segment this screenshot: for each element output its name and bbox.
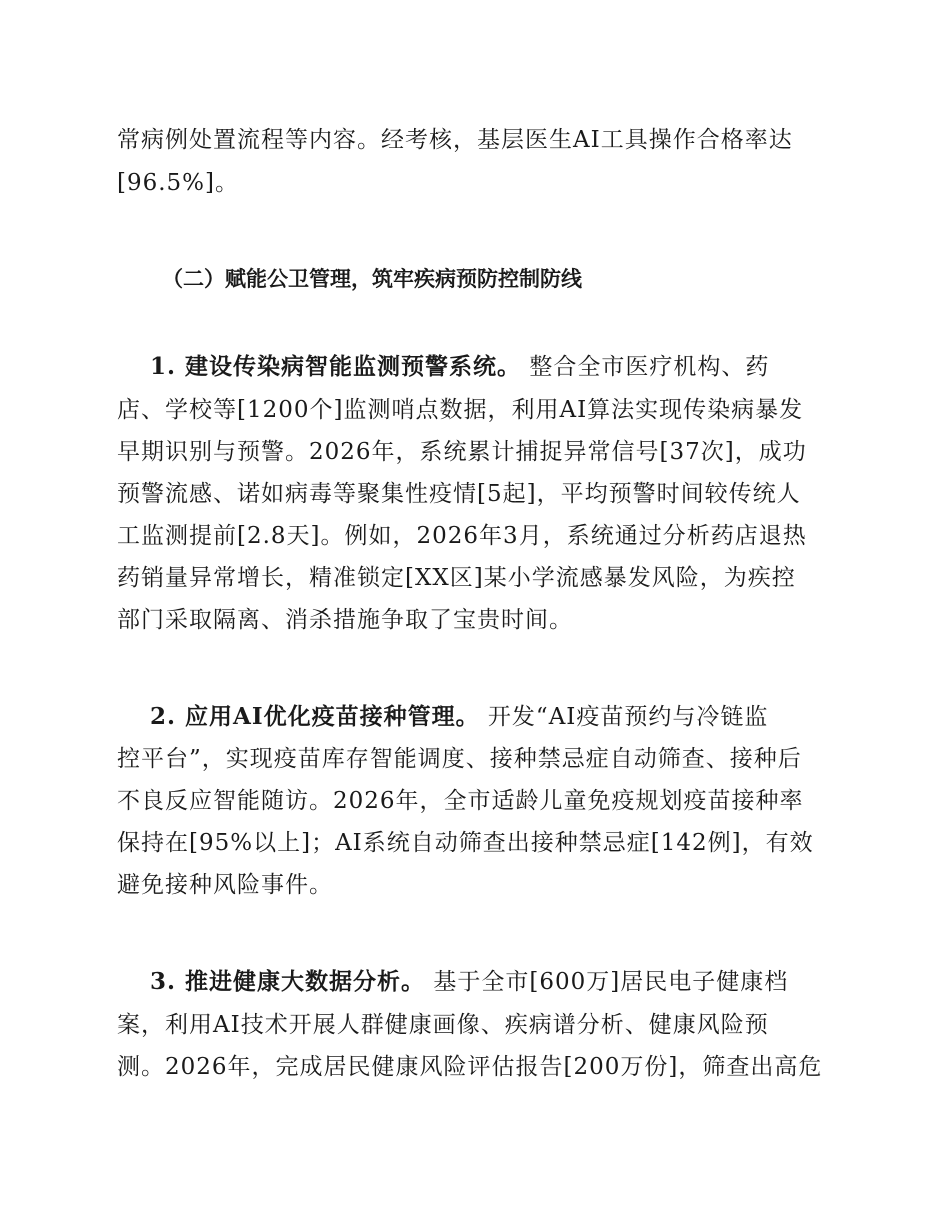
paragraph-line: 测。2026年，完成居民健康风险评估报告[200万份]，筛查出高危 [117,1054,823,1080]
item-text: 整合全市医疗机构、药 [521,354,770,380]
item-first-line [150,352,769,382]
paragraph-line: [96.5%]。 [117,170,240,196]
paragraph-line: 常病例处置流程等内容。经考核，基层医生AI工具操作合格率达 [117,127,793,153]
paragraph-line: 保持在[95%以上]；AI系统自动筛查出接种禁忌症[142例]，有效 [117,830,814,856]
paragraph-line: 药销量异常增长，精准锁定[XX区]某小学流感暴发风险，为疾控 [117,565,796,591]
item-text: 开发“AI疫苗预约与冷链监 [479,704,769,730]
paragraph-line: 部门采取隔离、消杀措施争取了宝贵时间。 [117,607,573,633]
item-first-line [150,967,788,997]
item-first-line [150,702,768,732]
paragraph-line: 店、学校等[1200个]监测哨点数据，利用AI算法实现传染病暴发 [117,397,804,423]
paragraph-line: 案，利用AI技术开展人群健康画像、疾病谱分析、健康风险预 [117,1012,769,1038]
section-heading: （二）赋能公卫管理，筑牢疾病预防控制防线 [162,266,582,291]
paragraph-line: 工监测提前[2.8天]。例如，2026年3月，系统通过分析药店退热 [117,523,807,549]
paragraph-line: 避免接种风险事件。 [117,872,333,898]
paragraph-line: 不良反应智能随访。2026年，全市适龄儿童免疫规划疫苗接种率 [117,788,804,814]
paragraph-line: 控平台”，实现疫苗库存智能调度、接种禁忌症自动筛查、接种后 [117,746,802,772]
item-title: 2. 应用AI优化疫苗接种管理。 [150,703,480,730]
item-text: 基于全市[600万]居民电子健康档 [425,969,789,995]
item-title: 1. 建设传染病智能监测预警系统。 [150,353,522,380]
paragraph-line: 预警流感、诺如病毒等聚集性疫情[5起]，平均预警时间较传统人 [117,481,801,507]
paragraph-line: 早期识别与预警。2026年，系统累计捕捉异常信号[37次]，成功 [117,439,807,465]
item-title: 3. 推进健康大数据分析。 [150,968,426,995]
